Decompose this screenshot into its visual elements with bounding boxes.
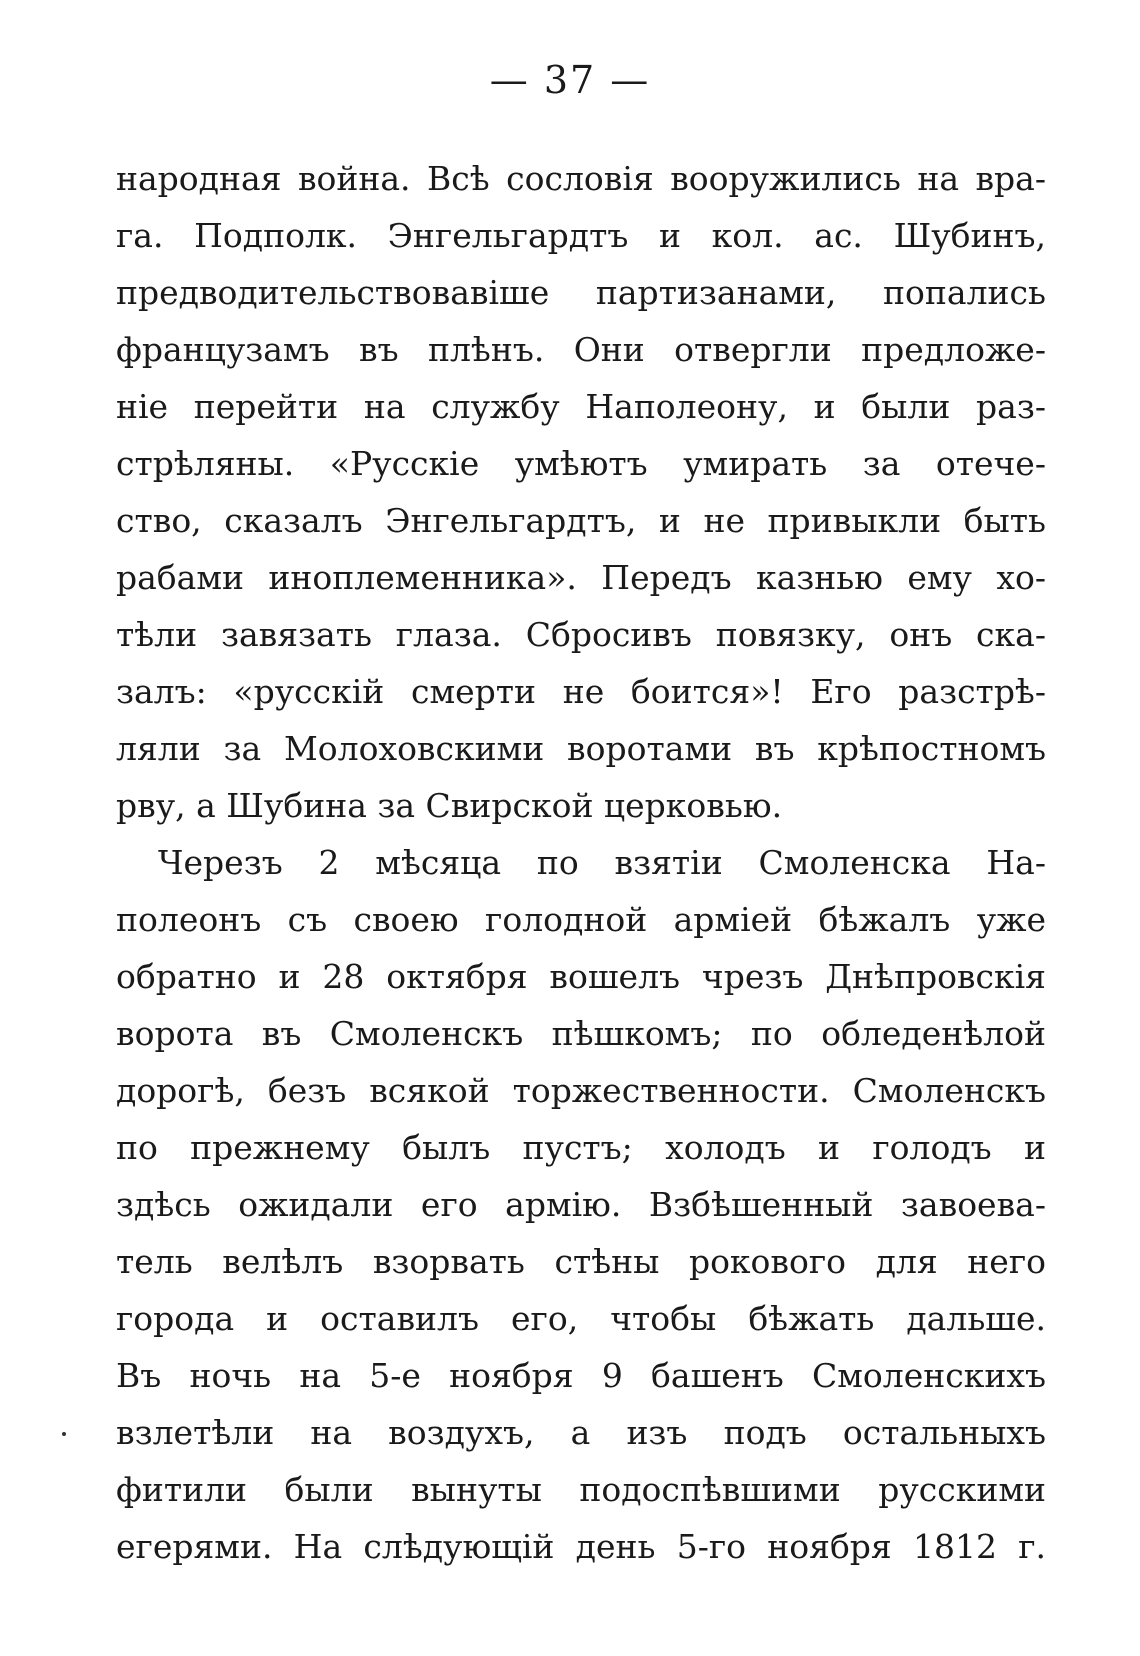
text-line: обратно и 28 октября вошелъ чрезъ Днѣпровскія — [116, 957, 1046, 996]
text-line: ніе перейти на службу Наполеону, и были раз- — [116, 387, 1046, 426]
text-line: взлетѣли на воздухъ, а изъ подъ остальныхъ — [116, 1413, 1046, 1452]
text-line: рабами иноплеменника». Передъ казнью ему хо- — [116, 558, 1046, 597]
body-text — [116, 150, 1046, 1575]
text-line: полеонъ съ своею голодной арміей бѣжалъ уже — [116, 900, 1046, 939]
text-line: егерями. На слѣдующій день 5-го ноября 1812 г. — [116, 1527, 1046, 1566]
text-line: тель велѣлъ взорвать стѣны рокового для него — [116, 1242, 1046, 1281]
text-line: Черезъ 2 мѣсяца по взятіи Смоленска На- — [158, 843, 1046, 882]
text-line: ство, сказалъ Энгельгардтъ, и не привыкли быть — [116, 501, 1046, 540]
text-line: стрѣляны. «Русскіе умѣютъ умирать за отече- — [116, 444, 1046, 483]
text-line: по прежнему былъ пустъ; холодъ и голодъ и — [116, 1128, 1046, 1167]
text-line: фитили были вынуты подоспѣвшими русскими — [116, 1470, 1046, 1509]
paragraph-1 — [116, 150, 1046, 834]
text-line: предводительствовавіше партизанами, попались — [116, 273, 1046, 312]
paragraph-2 — [116, 834, 1046, 1575]
ink-speck — [62, 1432, 66, 1436]
text-line: дорогѣ, безъ всякой торжественности. Смоленскъ — [116, 1071, 1046, 1110]
text-line: залъ: «русскій смерти не боится»! Его разстрѣ- — [116, 672, 1046, 711]
text-line: города и оставилъ его, чтобы бѣжать дальше. — [116, 1299, 1046, 1338]
text-line: Въ ночь на 5-е ноября 9 башенъ Смоленскихъ — [116, 1356, 1046, 1395]
text-line: рву, а Шубина за Свирской церковью. — [116, 786, 783, 825]
text-line: французамъ въ плѣнъ. Они отвергли предложе- — [116, 330, 1046, 369]
text-line: ляли за Молоховскими воротами въ крѣпостномъ — [116, 729, 1046, 768]
text-line: га. Подполк. Энгельгардтъ и кол. ас. Шубинъ, — [116, 216, 1046, 255]
text-line: народная война. Всѣ сословія вооружились на вра- — [116, 159, 1046, 198]
text-line: тѣли завязать глаза. Сбросивъ повязку, онъ ска- — [116, 615, 1046, 654]
text-line: ворота въ Смоленскъ пѣшкомъ; по обледенѣлой — [116, 1014, 1046, 1053]
text-line: здѣсь ожидали его армію. Взбѣшенный завоева- — [116, 1185, 1046, 1224]
page-number: — 37 — — [489, 58, 651, 102]
